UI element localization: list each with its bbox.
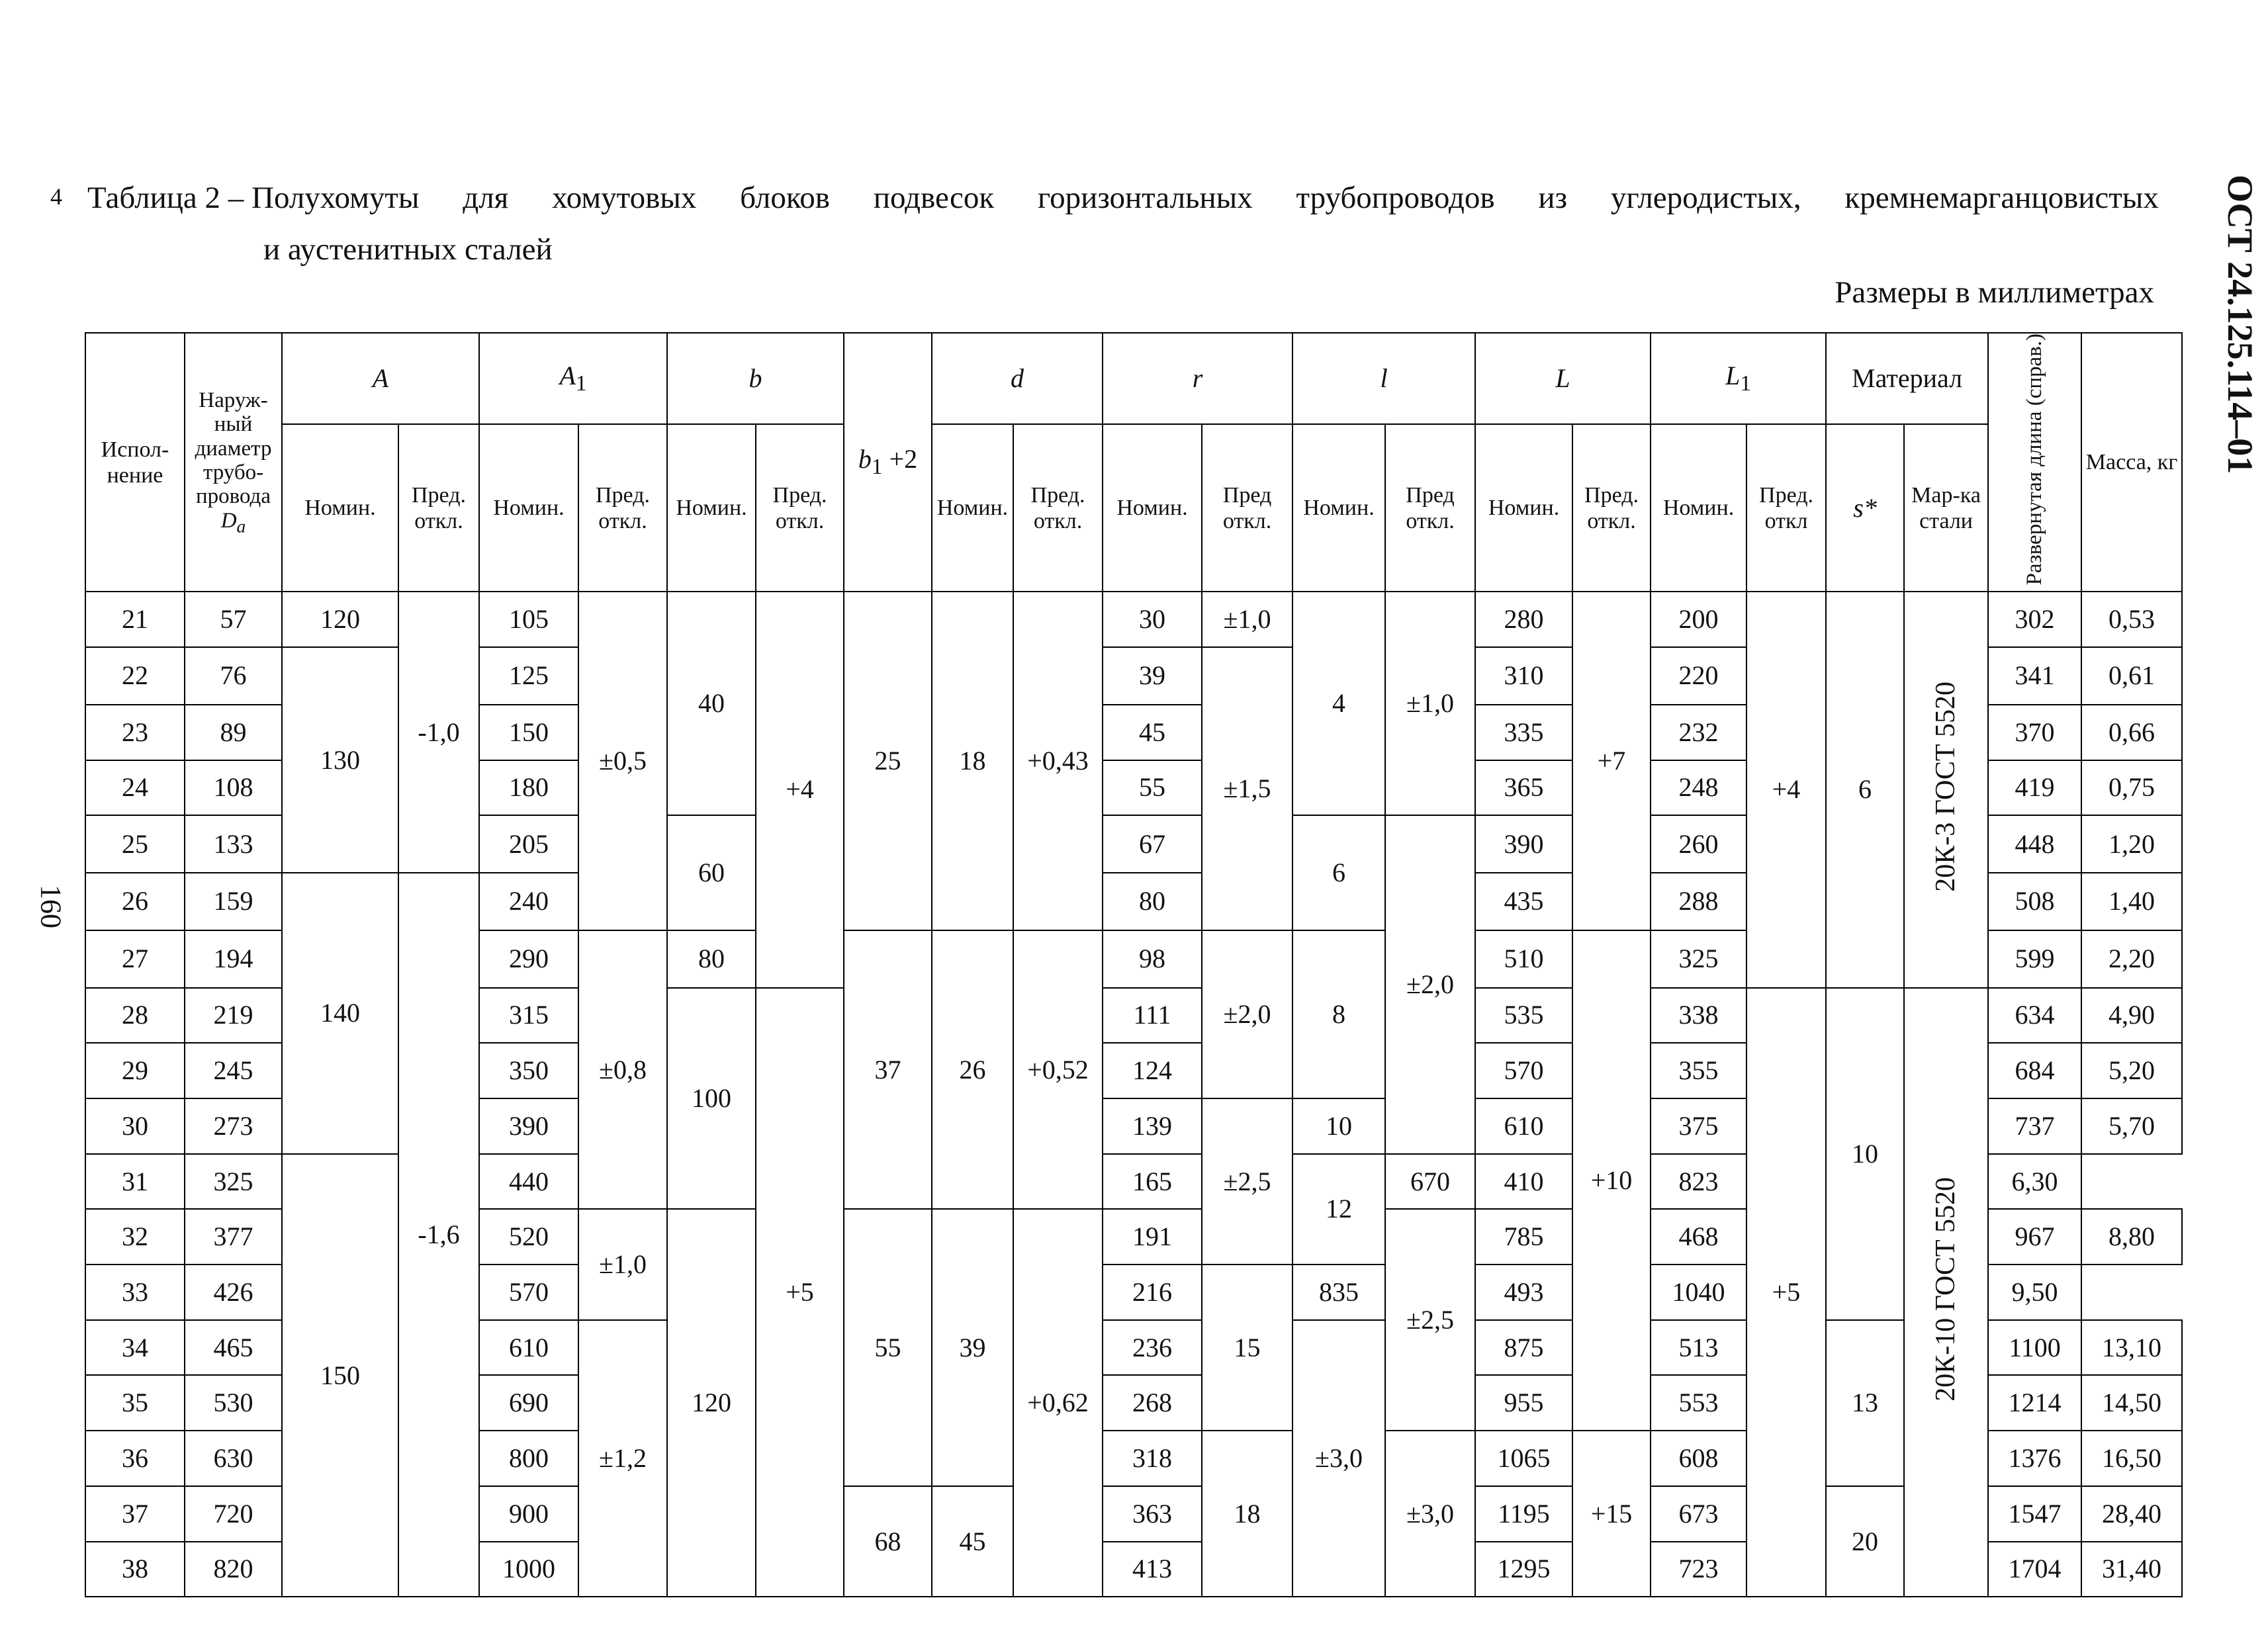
title-word: блоков (740, 181, 830, 215)
cell-l-nom: 15 (1202, 1265, 1293, 1431)
subcol-nomin: Номин. (932, 424, 1013, 592)
col-massa: Масса, кг (2081, 333, 2182, 592)
col-ispolnenie: Испол-нение (85, 333, 185, 592)
cell-L-nom: 875 (1475, 1320, 1572, 1376)
cell-L1-nom: 220 (1651, 647, 1746, 705)
cell-b-tol: +5 (756, 988, 844, 1597)
cell-L1-nom: 608 (1651, 1431, 1746, 1486)
cell-isp: 25 (85, 815, 185, 873)
title-word: из (1538, 181, 1568, 215)
cell-da: 377 (185, 1209, 282, 1265)
cell-razv: 302 (1988, 592, 2081, 647)
col-diameter: Наруж- ный диаметр трубо- провода $D_a$ (185, 333, 282, 592)
cell-L1-nom: 553 (1651, 1375, 1746, 1431)
cell-b-nom: 80 (667, 930, 756, 988)
cell-a1-nom: 290 (479, 930, 578, 988)
cell-razv: 967 (1988, 1209, 2081, 1265)
cell-razv: 823 (1651, 1154, 1746, 1210)
cell-a-nom: 130 (282, 647, 398, 873)
col-L: L (1475, 333, 1651, 424)
cell-L-tol: +15 (1572, 1431, 1651, 1597)
cell-L-tol: +10 (1572, 930, 1651, 1431)
cell-isp: 36 (85, 1431, 185, 1486)
subcol-pred: Пред откл. (1385, 424, 1475, 592)
cell-razv: 1040 (1651, 1265, 1746, 1320)
title-word: кремнемарганцовистых (1844, 181, 2159, 215)
subcol-pred: Пред. откл. (578, 424, 667, 592)
cell-r-nom: 55 (1103, 760, 1202, 816)
cell-a-tol: -1,6 (398, 873, 479, 1597)
subcol-nomin: Номин. (479, 424, 578, 592)
cell-isp: 37 (85, 1486, 185, 1542)
cell-r-nom: 191 (1103, 1209, 1202, 1265)
cell-da: 820 (185, 1542, 282, 1597)
cell-d-nom: 26 (932, 930, 1013, 1210)
cell-a1-nom: 240 (479, 873, 578, 930)
cell-b-nom: 40 (667, 592, 756, 815)
cell-isp: 23 (85, 705, 185, 760)
cell-a1-nom: 205 (479, 815, 578, 873)
cell-d-nom: 39 (932, 1209, 1013, 1486)
cell-isp: 29 (85, 1043, 185, 1098)
cell-isp: 30 (85, 1098, 185, 1154)
cell-isp: 38 (85, 1542, 185, 1597)
cell-s: 10 (1826, 988, 1904, 1320)
cell-isp: 22 (85, 647, 185, 705)
cell-l-nom: 18 (1202, 1431, 1293, 1597)
cell-L1-nom: 493 (1475, 1265, 1572, 1320)
cell-a1-nom: 690 (479, 1375, 578, 1431)
cell-s: 13 (1826, 1320, 1904, 1486)
cell-massa: 2,20 (2081, 930, 2182, 988)
cell-da: 273 (185, 1098, 282, 1154)
cell-b1: 55 (844, 1209, 932, 1486)
cell-da: 89 (185, 705, 282, 760)
cell-razv: 508 (1988, 873, 2081, 930)
cell-a1-nom: 105 (479, 592, 578, 647)
cell-r-tol: ±3,0 (1293, 1320, 1385, 1597)
subcol-pred: Пред. откл. (1013, 424, 1103, 592)
cell-L-nom: 510 (1475, 930, 1572, 988)
cell-razv: 1376 (1988, 1431, 2081, 1486)
cell-b-tol: +4 (756, 592, 844, 987)
cell-L-tol: +7 (1572, 592, 1651, 930)
col-l: l (1293, 333, 1475, 424)
cell-massa: 4,90 (2081, 988, 2182, 1044)
cell-razv: 599 (1988, 930, 2081, 988)
cell-da: 159 (185, 873, 282, 930)
cell-isp: 27 (85, 930, 185, 988)
cell-a-nom: 150 (282, 1154, 398, 1597)
cell-isp: 28 (85, 988, 185, 1044)
cell-isp: 31 (85, 1154, 185, 1210)
cell-isp: 33 (85, 1265, 185, 1320)
cell-r-nom: 363 (1103, 1486, 1202, 1542)
cell-razv: 448 (1988, 815, 2081, 873)
cell-L1-nom: 723 (1651, 1542, 1746, 1597)
cell-razv: 370 (1988, 705, 2081, 760)
cell-a1-nom: 1000 (479, 1542, 578, 1597)
cell-b1: 68 (844, 1486, 932, 1597)
document-code: ОСТ 24.125.114–01 (2220, 174, 2260, 474)
cell-L1-nom: 673 (1651, 1486, 1746, 1542)
title-word: Таблица 2 – Полухомуты (87, 181, 420, 215)
subcol-nomin: Номин. (282, 424, 398, 592)
cell-L-nom: 1195 (1475, 1486, 1572, 1542)
cell-massa: 28,40 (2081, 1486, 2182, 1542)
cell-da: 426 (185, 1265, 282, 1320)
cell-da: 245 (185, 1043, 282, 1098)
cell-L1-nom: 288 (1651, 873, 1746, 930)
cell-massa: 5,70 (2081, 1098, 2182, 1154)
cell-r-tol: ±1,0 (1202, 592, 1293, 647)
subcol-pred: Пред откл. (1202, 424, 1293, 592)
cell-L-nom: 610 (1475, 1098, 1572, 1154)
cell-r-nom: 216 (1103, 1265, 1202, 1320)
cell-L1-nom: 513 (1651, 1320, 1746, 1376)
cell-a1-nom: 900 (479, 1486, 578, 1542)
cell-a1-nom: 150 (479, 705, 578, 760)
cell-razv: 419 (1988, 760, 2081, 816)
cell-da: 630 (185, 1431, 282, 1486)
cell-r-nom: 30 (1103, 592, 1202, 647)
cell-L-nom: 670 (1385, 1154, 1475, 1210)
cell-da: 76 (185, 647, 282, 705)
col-razv: Развернутая длина (справ.) (1988, 333, 2081, 592)
cell-r-nom: 98 (1103, 930, 1202, 988)
cell-massa: 16,50 (2081, 1431, 2182, 1486)
col-A1: $A_1$ (479, 333, 667, 424)
cell-massa: 0,61 (2081, 647, 2182, 705)
cell-r-tol: ±2,5 (1202, 1098, 1293, 1265)
cell-razv: 1547 (1988, 1486, 2081, 1542)
cell-L-nom: 390 (1475, 815, 1572, 873)
cell-b1: 37 (844, 930, 932, 1210)
subcol-nomin: Номин. (667, 424, 756, 592)
subcol-marka: Мар-ка стали (1904, 424, 1988, 592)
col-d: d (932, 333, 1103, 424)
cell-s: 20 (1826, 1486, 1904, 1597)
cell-L-nom: 365 (1475, 760, 1572, 816)
cell-L1-nom: 325 (1651, 930, 1746, 988)
cell-b1: 25 (844, 592, 932, 930)
subcol-nomin: Номин. (1293, 424, 1385, 592)
cell-razv: 737 (1988, 1098, 2081, 1154)
cell-da: 108 (185, 760, 282, 816)
cell-isp: 35 (85, 1375, 185, 1431)
cell-r-nom: 67 (1103, 815, 1202, 873)
cell-L1-nom: 410 (1475, 1154, 1572, 1210)
cell-r-nom: 318 (1103, 1431, 1202, 1486)
cell-d-tol: +0,43 (1013, 592, 1103, 930)
cell-isp: 21 (85, 592, 185, 647)
cell-l-tol: ±2,0 (1385, 815, 1475, 1153)
cell-a1-nom: 125 (479, 647, 578, 705)
cell-r-nom: 80 (1103, 873, 1202, 930)
cell-L1-nom: 248 (1651, 760, 1746, 816)
cell-a-nom: 140 (282, 873, 398, 1154)
cell-a1-nom: 180 (479, 760, 578, 816)
subcol-nomin: Номин. (1651, 424, 1746, 592)
corner-mark: 4 (50, 183, 62, 210)
cell-marka: 20К-3 ГОСТ 5520 (1904, 592, 1988, 987)
title-word: хомутовых (552, 181, 697, 215)
cell-L-nom: 435 (1475, 873, 1572, 930)
cell-L-nom: 335 (1475, 705, 1572, 760)
cell-a1-tol: ±1,0 (578, 1209, 667, 1319)
cell-L1-nom: 338 (1651, 988, 1746, 1044)
cell-a1-nom: 610 (479, 1320, 578, 1376)
col-b: b (667, 333, 844, 424)
cell-massa: 1,40 (2081, 873, 2182, 930)
title-word: подвесок (873, 181, 995, 215)
cell-a1-tol: ±0,8 (578, 930, 667, 1210)
cell-razv: 684 (1988, 1043, 2081, 1098)
cell-r-nom: 124 (1103, 1043, 1202, 1098)
col-material: Материал (1826, 333, 1988, 424)
cell-l-nom: 4 (1293, 592, 1385, 815)
cell-massa: 6,30 (1988, 1154, 2081, 1210)
table-title-line2: и аустенитных сталей (263, 232, 553, 267)
page-number: 160 (34, 885, 68, 928)
cell-d-tol: +0,62 (1013, 1209, 1103, 1597)
cell-massa: 14,50 (2081, 1375, 2182, 1431)
title-word: горизонтальных (1037, 181, 1253, 215)
cell-razv: 1100 (1988, 1320, 2081, 1376)
cell-massa: 31,40 (2081, 1542, 2182, 1597)
cell-d-tol: +0,52 (1013, 930, 1103, 1210)
subcol-nomin: Номин. (1103, 424, 1202, 592)
cell-da: 325 (185, 1154, 282, 1210)
cell-razv: 1214 (1988, 1375, 2081, 1431)
cell-a1-nom: 800 (479, 1431, 578, 1486)
cell-l-nom: 12 (1293, 1154, 1385, 1265)
cell-massa: 9,50 (1988, 1265, 2081, 1320)
cell-da: 720 (185, 1486, 282, 1542)
cell-b-nom: 120 (667, 1209, 756, 1597)
col-L1: $L_1$ (1651, 333, 1826, 424)
cell-s: 6 (1826, 592, 1904, 987)
cell-massa: 0,75 (2081, 760, 2182, 816)
dimensions-table (85, 332, 2183, 1597)
cell-massa: 13,10 (2081, 1320, 2182, 1376)
cell-L-nom: 835 (1293, 1265, 1385, 1320)
cell-L1-nom: 375 (1651, 1098, 1746, 1154)
cell-da: 219 (185, 988, 282, 1044)
cell-L1-nom: 232 (1651, 705, 1746, 760)
table-title (87, 180, 2159, 216)
cell-l-nom: 10 (1293, 1098, 1385, 1154)
cell-L1-nom: 260 (1651, 815, 1746, 873)
cell-razv: 341 (1988, 647, 2081, 705)
cell-r-nom: 268 (1103, 1375, 1202, 1431)
cell-L1-nom: 355 (1651, 1043, 1746, 1098)
cell-l-tol: ±2,5 (1385, 1209, 1475, 1431)
units-note: Размеры в миллиметрах (1835, 275, 2154, 310)
cell-r-nom: 236 (1103, 1320, 1202, 1376)
cell-L-nom: 1295 (1475, 1542, 1572, 1597)
cell-isp: 32 (85, 1209, 185, 1265)
cell-L-nom: 310 (1475, 647, 1572, 705)
cell-a1-nom: 390 (479, 1098, 578, 1154)
cell-a-tol: -1,0 (398, 592, 479, 873)
subcol-pred: Пред. откл. (398, 424, 479, 592)
subcol-pred: Пред. откл. (756, 424, 844, 592)
cell-r-nom: 39 (1103, 647, 1202, 705)
cell-L1-nom: 468 (1651, 1209, 1746, 1265)
cell-L-nom: 280 (1475, 592, 1572, 647)
cell-l-nom: 6 (1293, 815, 1385, 930)
cell-L1-nom: 200 (1651, 592, 1746, 647)
cell-L-nom: 955 (1475, 1375, 1572, 1431)
cell-massa: 0,66 (2081, 705, 2182, 760)
cell-d-nom: 45 (932, 1486, 1013, 1597)
col-b1: $b_1 +2$ (844, 333, 932, 592)
cell-r-nom: 45 (1103, 705, 1202, 760)
cell-L-nom: 570 (1475, 1043, 1572, 1098)
cell-r-nom: 111 (1103, 988, 1202, 1044)
cell-a1-tol: ±0,5 (578, 592, 667, 930)
subcol-s: s* (1826, 424, 1904, 592)
cell-r-nom: 139 (1103, 1098, 1202, 1154)
cell-isp: 34 (85, 1320, 185, 1376)
cell-L-nom: 535 (1475, 988, 1572, 1044)
cell-da: 133 (185, 815, 282, 873)
cell-r-tol: ±2,0 (1202, 930, 1293, 1098)
cell-a1-nom: 440 (479, 1154, 578, 1210)
cell-L1-tol: +5 (1746, 988, 1826, 1597)
subcol-pred: Пред. откл (1746, 424, 1826, 592)
cell-l-nom: 8 (1293, 930, 1385, 1098)
cell-r-nom: 165 (1103, 1154, 1202, 1210)
title-word: для (463, 181, 509, 215)
cell-da: 530 (185, 1375, 282, 1431)
cell-a1-nom: 520 (479, 1209, 578, 1265)
cell-razv: 1704 (1988, 1542, 2081, 1597)
cell-da: 194 (185, 930, 282, 988)
subcol-pred: Пред. откл. (1572, 424, 1651, 592)
cell-da: 57 (185, 592, 282, 647)
title-word: углеродистых, (1610, 181, 1801, 215)
cell-a1-nom: 350 (479, 1043, 578, 1098)
col-r: r (1103, 333, 1293, 424)
cell-L-nom: 1065 (1475, 1431, 1572, 1486)
cell-a1-nom: 315 (479, 988, 578, 1044)
cell-massa: 5,20 (2081, 1043, 2182, 1098)
cell-l-tol: ±3,0 (1385, 1431, 1475, 1597)
cell-isp: 26 (85, 873, 185, 930)
cell-da: 465 (185, 1320, 282, 1376)
cell-L-nom: 785 (1475, 1209, 1572, 1265)
col-A: A (282, 333, 479, 424)
cell-d-nom: 18 (932, 592, 1013, 930)
cell-b-nom: 60 (667, 815, 756, 930)
cell-razv: 634 (1988, 988, 2081, 1044)
cell-massa: 8,80 (2081, 1209, 2182, 1265)
cell-r-nom: 413 (1103, 1542, 1202, 1597)
cell-massa: 0,53 (2081, 592, 2182, 647)
cell-l-tol: ±1,0 (1385, 592, 1475, 815)
cell-a1-tol: ±1,2 (578, 1320, 667, 1597)
cell-isp: 24 (85, 760, 185, 816)
cell-a-nom: 120 (282, 592, 398, 647)
cell-massa: 1,20 (2081, 815, 2182, 873)
cell-marka: 20К-10 ГОСТ 5520 (1904, 988, 1988, 1597)
subcol-nomin: Номин. (1475, 424, 1572, 592)
cell-r-tol: ±1,5 (1202, 647, 1293, 930)
cell-b-nom: 100 (667, 988, 756, 1210)
cell-a1-nom: 570 (479, 1265, 578, 1320)
title-word: трубопроводов (1296, 181, 1495, 215)
cell-L1-tol: +4 (1746, 592, 1826, 987)
